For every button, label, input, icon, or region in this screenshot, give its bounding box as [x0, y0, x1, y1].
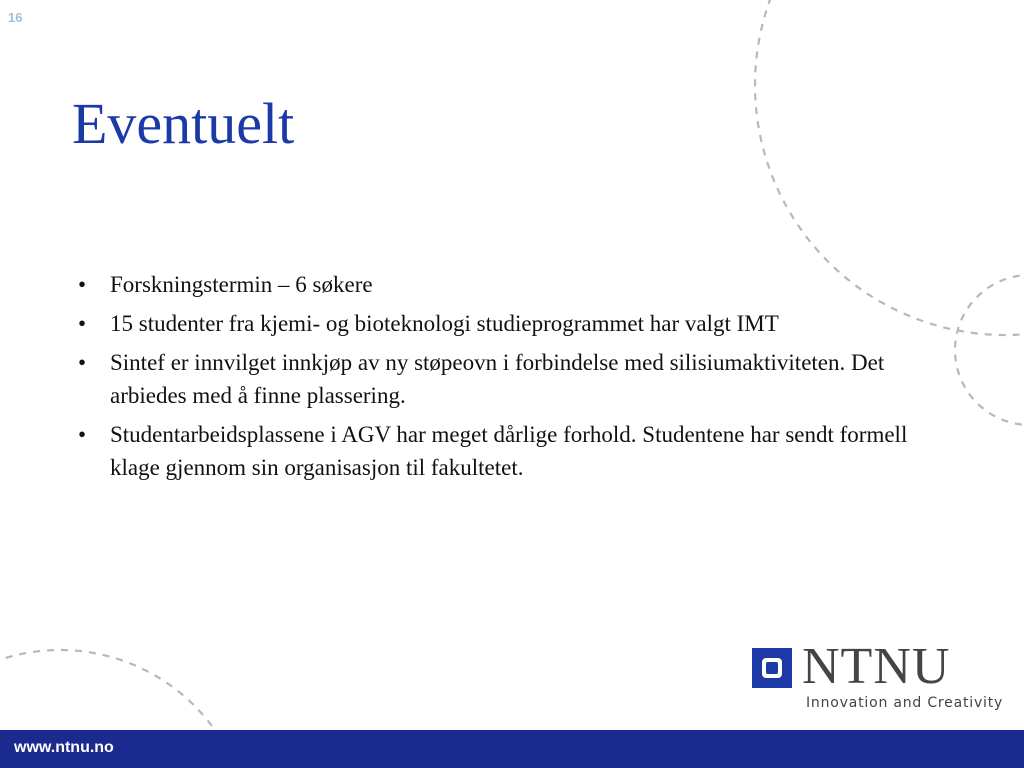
dashed-circle-right [955, 275, 1024, 425]
footer-bar [0, 730, 1024, 768]
bullet-text: 15 studenter fra kjemi- og bioteknologi studieprogrammet har valgt IMT [110, 311, 779, 336]
bullet-glyph: • [77, 311, 87, 336]
bullet-text: Forskningstermin – 6 søkere [110, 272, 373, 297]
logo-tagline: Innovation and Creativity [806, 695, 1004, 711]
logo-wordmark: NTNU [802, 638, 951, 695]
bullet-list [72, 268, 912, 490]
slide-number: 16 [8, 10, 23, 25]
bullet-item [72, 418, 912, 484]
footer-url: www.ntnu.no [14, 739, 114, 756]
bullet-glyph: • [77, 350, 87, 375]
bullet-item [72, 346, 912, 412]
bullet-glyph: • [77, 422, 87, 447]
slide-title: Eventuelt [72, 91, 295, 156]
bullet-text: Studentarbeidsplassene i AGV har meget dårlige forhold. Studentene har sendt formell klage gjennom sin organisasjon til fakultetet. [110, 422, 908, 480]
bullet-text: Sintef er innvilget innkjøp av ny støpeovn i forbindelse med silisiumaktiviteten. Det arbiedes med å finne plassering. [110, 350, 885, 408]
bullet-item [72, 307, 912, 340]
ntnu-logo-mark-icon [752, 648, 792, 688]
bullet-glyph: • [77, 272, 87, 297]
bullet-item [72, 268, 912, 301]
ntnu-logo [752, 638, 1004, 717]
